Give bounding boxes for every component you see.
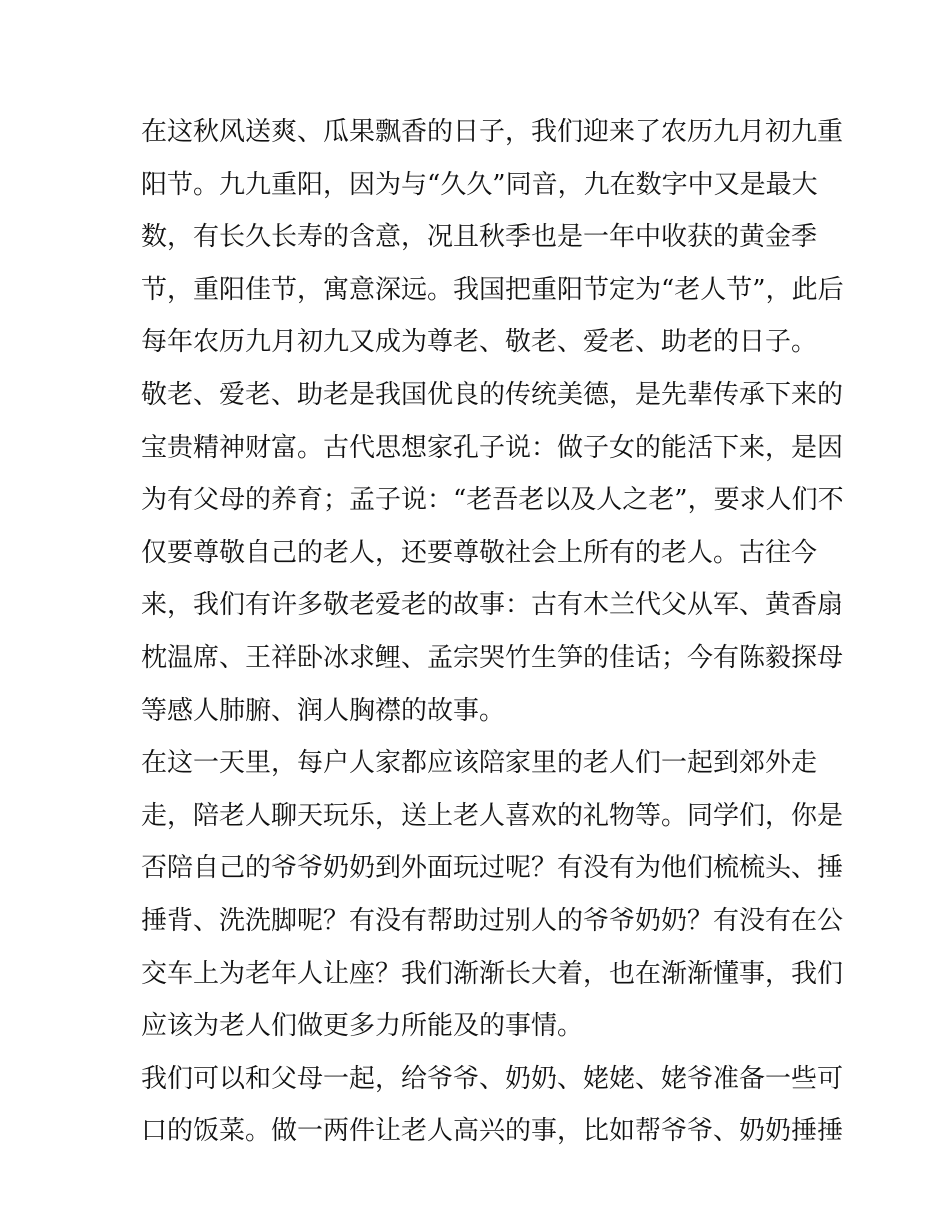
text-line: 等感人肺腑、润人胸襟的故事。 xyxy=(141,695,506,726)
text-line: 敬老、爱老、助老是我国优良的传统美德，是先辈传承下来的 xyxy=(141,379,844,410)
text-line: 在这一天里，每户人家都应该陪家里的老人们一起到郊外走 xyxy=(141,748,818,779)
text-line: 来，我们有许多敬老爱老的故事：古有木兰代父从军、黄香扇 xyxy=(141,590,844,621)
body-text xyxy=(141,106,844,1158)
text-line: 我们可以和父母一起，给爷爷、奶奶、姥姥、姥爷准备一些可 xyxy=(141,1063,844,1094)
text-line: 交车上为老年人让座？我们渐渐长大着，也在渐渐懂事，我们 xyxy=(141,958,844,989)
text-line: 宝贵精神财富。古代思想家孔子说：做子女的能活下来，是因 xyxy=(141,432,844,463)
text-line: 应该为老人们做更多力所能及的事情。 xyxy=(141,1011,584,1042)
text-line: 枕温席、王祥卧冰求鲤、孟宗哭竹生笋的佳话；今有陈毅探母 xyxy=(141,642,844,673)
text-line: 为有父母的养育；孟子说：“老吾老以及人之老”，要求人们不 xyxy=(141,485,844,516)
text-line: 仅要尊敬自己的老人，还要尊敬社会上所有的老人。古往今 xyxy=(141,537,818,568)
text-line: 捶背、洗洗脚呢？有没有帮助过别人的爷爷奶奶？有没有在公 xyxy=(141,905,844,936)
text-line: 每年农历九月初九又成为尊老、敬老、爱老、助老的日子。 xyxy=(141,327,818,358)
text-line: 口的饭菜。做一两件让老人高兴的事，比如帮爷爷、奶奶捶捶 xyxy=(141,1116,844,1147)
text-line: 节，重阳佳节，寓意深远。我国把重阳节定为“老人节”，此后 xyxy=(141,274,844,305)
text-line: 数，有长久长寿的含意，况且秋季也是一年中收获的黄金季 xyxy=(141,222,818,253)
text-line: 走，陪老人聊天玩乐，送上老人喜欢的礼物等。同学们，你是 xyxy=(141,800,844,831)
text-line: 阳节。九九重阳，因为与“久久”同音，九在数字中又是最大 xyxy=(141,169,818,200)
text-line: 否陪自己的爷爷奶奶到外面玩过呢？有没有为他们梳梳头、捶 xyxy=(141,853,844,884)
text-line: 在这秋风送爽、瓜果飘香的日子，我们迎来了农历九月初九重 xyxy=(141,117,844,147)
